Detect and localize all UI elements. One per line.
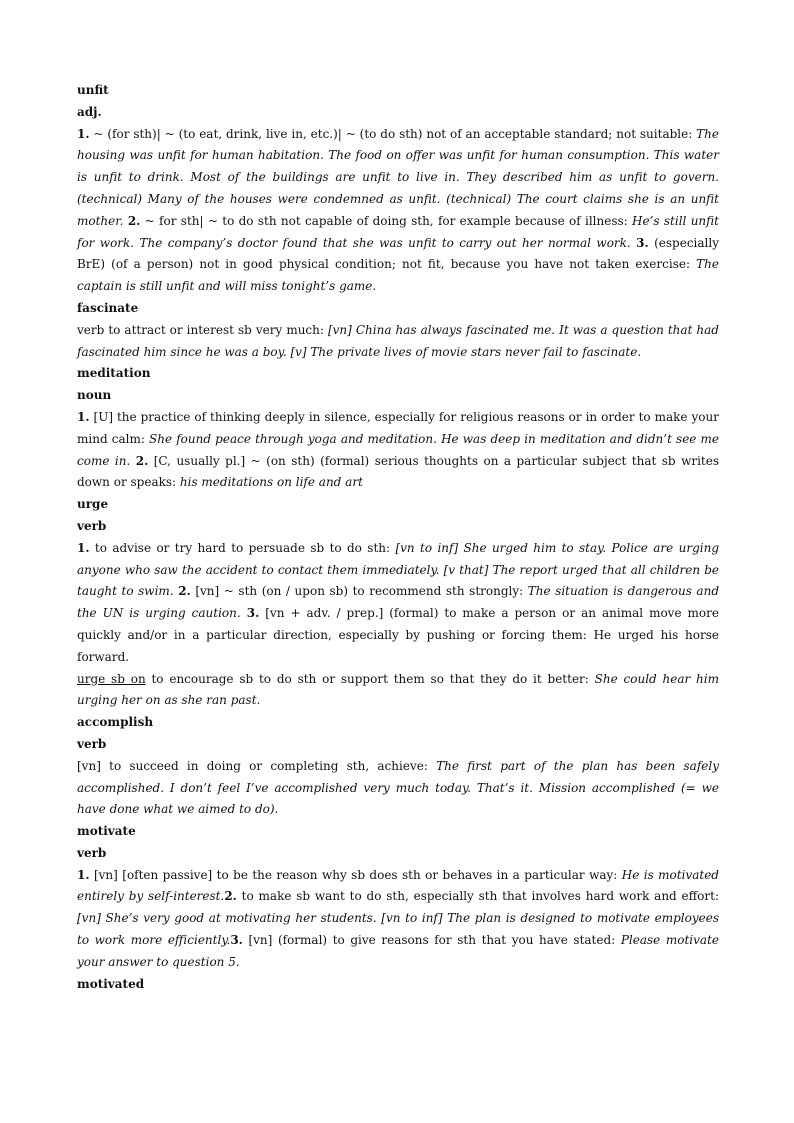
definition-paragraph <box>77 407 719 494</box>
sense-number: 1. <box>77 409 90 424</box>
definition-text: ~ for sth| ~ to do sth not capable of doing sth, for example because of illness: <box>140 213 633 228</box>
headword: unfit <box>77 83 109 97</box>
definition-text: [U] the practice of thinking deeply in silence, especially for religious reasons or in order to make your mind calm: <box>77 409 719 446</box>
sense-number: 2. <box>127 213 141 228</box>
entry-urge <box>77 494 719 712</box>
headword: urge <box>77 497 109 512</box>
example-text: She found peace through yoga and meditation. He was deep in meditation and didn’t see me come in. <box>77 431 720 468</box>
definition-paragraph <box>77 669 719 713</box>
headword: motivated <box>77 976 145 991</box>
headword: meditation <box>77 366 151 381</box>
sense-number: 3. <box>636 235 649 250</box>
definition-text: [vn] to succeed in doing or completing sth, achieve: <box>77 758 437 773</box>
definition-paragraph <box>77 124 719 298</box>
sense-number: 2. <box>178 584 191 599</box>
definition-text: [C, usually pl.] ~ (on sth) (formal) serious thoughts on a particular subject that sb writes down or speaks: <box>77 453 719 490</box>
definition-text: [vn] ~ sth (on / upon sb) to recommend sth strongly: <box>190 584 528 599</box>
example-text: his meditations on life and art <box>179 475 363 490</box>
definition-text: [vn] (formal) to give reasons for sth that you have stated: <box>242 933 621 948</box>
example-text: He is motivated entirely by self-interest. <box>77 867 719 904</box>
headword: accomplish <box>77 715 154 730</box>
entry-accomplish <box>77 712 719 821</box>
example-text: He’s still unfit for work. The company’s doctor found that she was unfit to carry out her normal work. <box>77 213 719 250</box>
sense-number: 1. <box>77 540 90 555</box>
headword: motivate <box>77 824 136 839</box>
definition-text: (especially BrE) (of a person) not in good physical condition; not fit, because you have not taken exercise: <box>77 235 719 272</box>
sense-number: 2. <box>135 453 149 468</box>
headword: fascinate <box>77 300 139 315</box>
part-of-speech: verb <box>77 518 107 533</box>
dictionary-page <box>77 80 719 995</box>
definition-text: to encourage sb to do sth or support them so that they do it better: <box>145 671 595 686</box>
part-of-speech: verb <box>77 736 107 751</box>
example-text: [vn] She’s very good at motivating her students. [vn to inf] The plan is designed to motivate employees to work more efficiently. <box>77 911 719 948</box>
part-of-speech: verb <box>77 845 107 860</box>
definition-text: verb to attract or interest sb very much: <box>77 322 328 337</box>
sense-number: 1. <box>77 126 90 141</box>
definition-text: [vn] [often passive] to be the reason why sb does sth or behaves in a particular way: <box>89 867 622 882</box>
part-of-speech: noun <box>77 388 112 403</box>
example-text: [vn to inf] She urged him to stay. Police are urging anyone who saw the accident to contact them immediately. [v that] The report urged that all children be taught to swim. <box>77 540 720 599</box>
example-text: The captain is still unfit and will miss tonight’s game. <box>77 257 719 294</box>
entry-fascinate <box>77 298 719 363</box>
sense-number: 3. <box>230 933 243 948</box>
definition-text: to advise or try hard to persuade sb to do sth: <box>89 540 396 555</box>
entry-motivate <box>77 821 719 974</box>
part-of-speech: adj. <box>77 104 102 119</box>
example-text: The housing was unfit for human habitation. The food on offer was unfit for human consumption. This water is unfit to drink. Most of the buildings are unfit to live in. They described him as unfit to govern. (technical) Many of the houses were condemned as unfit. (technical) The court claims she is an unfit mother. <box>77 126 719 228</box>
definition-paragraph <box>77 865 719 974</box>
definition-text: [vn + adv. / prep.] (formal) to make a person or an animal move more quickly and/or in a particular direction, especially by pushing or forcing them: He urged his horse forward. <box>77 606 719 664</box>
entry-motivated <box>77 974 719 996</box>
sense-number: 1. <box>77 867 90 882</box>
definition-text: to make sb want to do sth, especially sth that involves hard work and effort: <box>236 889 719 904</box>
example-text: She could hear him urging her on as she ran past. <box>77 671 720 708</box>
definition-text: ~ (for sth)| ~ (to eat, drink, live in, etc.)| ~ (to do sth) not of an acceptable standard; not suitable: <box>89 126 697 141</box>
entry-unfit <box>77 80 719 298</box>
definition-paragraph <box>77 756 719 821</box>
entry-meditation <box>77 363 719 494</box>
example-text: [vn] China has always fascinated me. It was a question that had fascinated him since he was a boy. [v] The private lives of movie stars never fail to fascinate. <box>77 322 719 359</box>
definition-paragraph <box>77 538 719 669</box>
sense-number: 3. <box>246 606 260 621</box>
phrasal-verb: urge sb on <box>77 671 146 686</box>
example-text: Please motivate your answer to question 5. <box>77 933 719 969</box>
example-text: The first part of the plan has been safely accomplished. I don’t feel I’ve accomplished very much today. That’s it. Mission accomplished (= we have done what we aimed to do). <box>77 758 719 817</box>
sense-number: 2. <box>224 889 237 904</box>
definition-paragraph <box>77 320 719 364</box>
example-text: The situation is dangerous and the UN is urging caution. <box>77 584 720 621</box>
